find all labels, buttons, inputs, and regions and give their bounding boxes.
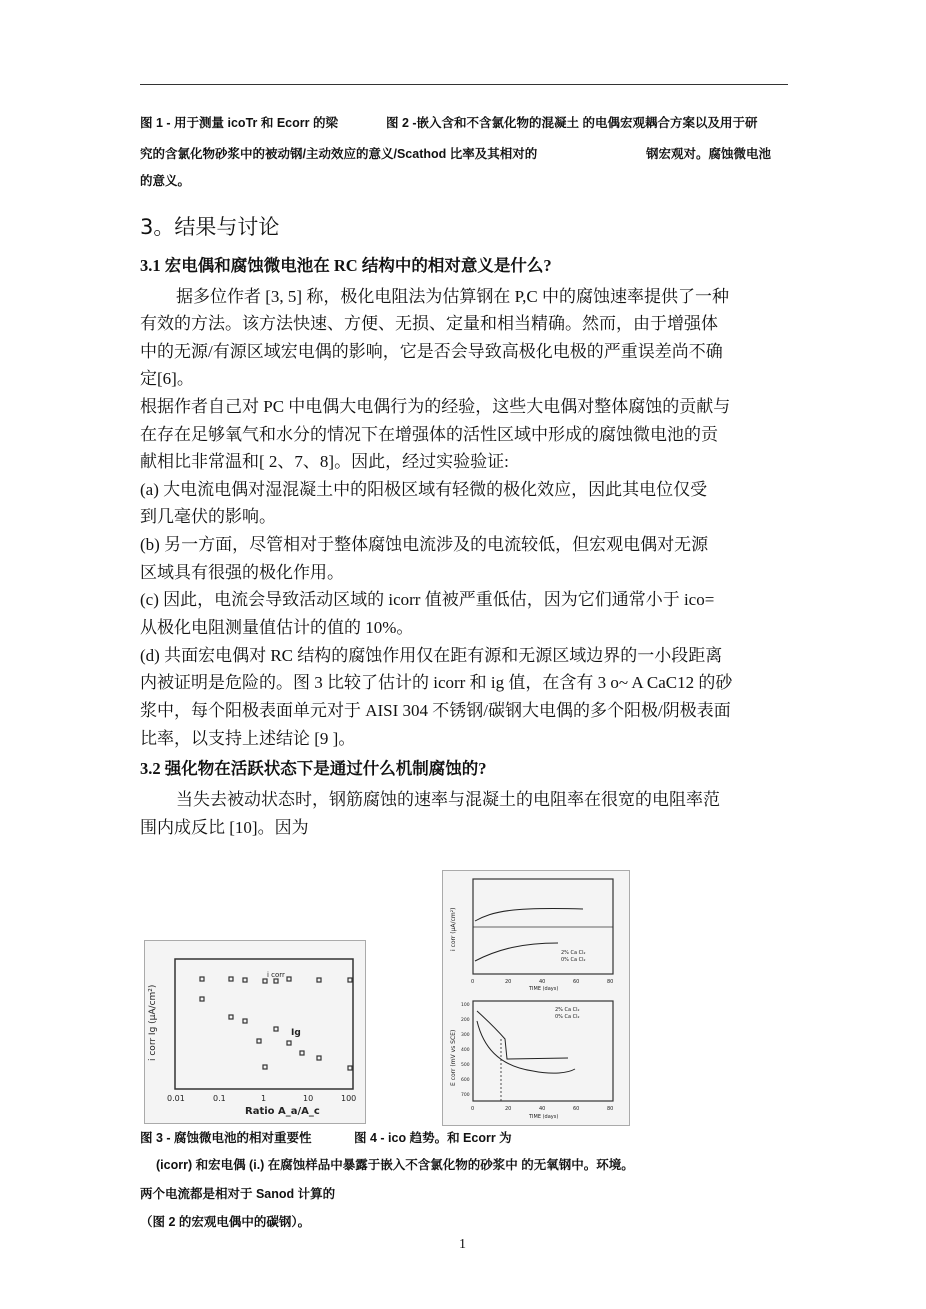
- figure-4: [442, 870, 630, 1126]
- para2-line2: 在存在足够氧气和水分的情况下在增强体的活性区域中形成的腐蚀微电池的贡: [140, 425, 718, 444]
- caption-bottom-line3: 两个电流都是相对于 Sanod 计算的: [140, 1187, 336, 1201]
- item-d-line1: (d) 共面宏电偶对 RC 结构的腐蚀作用仅在距有源和无源区域边界的一小段距离: [140, 646, 723, 665]
- fig4-legend1-bottom: 2% Ca Cl₂: [555, 1007, 580, 1013]
- header-rule: [140, 84, 788, 85]
- caption-bottom-line1a: 图 3 - 腐蚀微电池的相对重要性: [140, 1131, 312, 1145]
- item-b-line2: 区域具有很强的极化作用。: [140, 563, 344, 582]
- caption-bottom-line2: (icorr) 和宏电偶 (i.) 在腐蚀样品中暴露于嵌入不含氯化物的砂浆中 的无氧钢中。环境。: [156, 1158, 634, 1172]
- fig4-legend1-top: 2% Ca Cl₂: [561, 950, 586, 956]
- fig4-xtick-4-bottom: 80: [607, 1106, 614, 1112]
- fig4-xtick-1-bottom: 20: [505, 1106, 512, 1112]
- fig4-bottom-ylabel: E corr (mV vs SCE): [450, 1029, 457, 1086]
- fig4-xtick-0-top: 0: [471, 979, 475, 985]
- fig3-xtick-4: 100: [341, 1094, 357, 1103]
- fig3-xtick-3: 10: [303, 1094, 314, 1103]
- caption-top-line1a: 图 1 - 用于测量 icoTr 和 Ecorr 的梁: [140, 116, 338, 130]
- fig4-xtick-2-bottom: 40: [539, 1106, 546, 1112]
- fig3-label-icorr: i corr: [267, 971, 285, 979]
- caption-top-line3: 的意义。: [140, 174, 191, 188]
- fig3-ylabel: i corr Ig (μA/cm²): [148, 984, 158, 1061]
- page-number: 1: [459, 1237, 466, 1252]
- subsection-3-2-title: 3.2 强化物在活跃状态下是通过什么机制腐蚀的?: [140, 759, 487, 778]
- fig3-xtick-2: 1: [261, 1094, 267, 1103]
- item-b-line1: (b) 另一方面，尽管相对于整体腐蚀电流涉及的电流较低，但宏观电偶对无源: [140, 535, 709, 554]
- fig4-xtick-1-top: 20: [505, 979, 512, 985]
- caption-top-line1b: 图 2 -嵌入含和不含氯化物的混凝土 的电偶宏观耦合方案以及用于研: [386, 116, 758, 130]
- fig4-etick-3: 400: [461, 1048, 470, 1053]
- item-a-line1: (a) 大电流电偶对湿混凝土中的阳极区域有轻微的极化效应，因此其电位仅受: [140, 480, 708, 499]
- fig4-xlabel-top: TIME (days): [529, 986, 559, 992]
- para1-line1: 据多位作者 [3, 5] 称，极化电阻法为估算钢在 P,C 中的腐蚀速率提供了一种: [176, 287, 729, 306]
- subsection-3-1-title: 3.1 宏电偶和腐蚀微电池在 RC 结构中的相对意义是什么?: [140, 256, 552, 275]
- para3-line2: 围内成反比 [10]。因为: [140, 818, 309, 837]
- item-c-line2: 从极化电阻测量值估计的值的 10%。: [140, 618, 414, 637]
- fig4-legend2-bottom: 0% Ca Cl₂: [555, 1014, 580, 1020]
- fig4-legend2-top: 0% Ca Cl₂: [561, 957, 586, 963]
- fig3-points: [200, 977, 352, 1070]
- para1-line3: 中的无源/有源区域宏电偶的影响，它是否会导致高极化电极的严重误差尚不确: [140, 342, 723, 361]
- para3-line1: 当失去被动状态时，钢筋腐蚀的速率与混凝土的电阻率在很宽的电阻率范: [176, 790, 720, 809]
- item-a-line2: 到几毫伏的影响。: [140, 507, 276, 526]
- para1-line4: 定[6]。: [140, 369, 194, 388]
- fig4-xtick-0-bottom: 0: [471, 1106, 475, 1112]
- para2-line1: 根据作者自己对 PC 中电偶大电偶行为的经验，这些大电偶对整体腐蚀的贡献与: [140, 397, 731, 416]
- caption-bottom-line1b: 图 4 - ico 趋势。和 Ecorr 为: [354, 1131, 512, 1145]
- fig3-xtick-0: 0.01: [167, 1094, 185, 1103]
- fig4-etick-0: 100: [461, 1003, 470, 1008]
- fig4-top-ylabel: i corr (μA/cm²): [450, 907, 457, 951]
- item-c-line1: (c) 因此，电流会导致活动区域的 icorr 值被严重低估，因为它们通常小于 ico=: [140, 590, 715, 609]
- figure-3: [144, 940, 366, 1124]
- caption-top-line2a: 究的含氯化物砂浆中的被动钢/主动效应的意义/Scathod 比率及其相对的: [140, 147, 538, 161]
- item-d-line3: 浆中，每个阳极表面单元对于 AISI 304 不锈钢/碳钢大电偶的多个阳极/阴极表面: [140, 701, 731, 720]
- fig4-etick-1: 200: [461, 1018, 470, 1023]
- fig4-etick-6: 700: [461, 1093, 470, 1098]
- section-title: 3。结果与讨论: [140, 215, 280, 239]
- para2-line3: 献相比非常温和[ 2、7、8]。因此，经过实验验证:: [140, 452, 509, 471]
- fig4-etick-2: 300: [461, 1033, 470, 1038]
- item-d-line2: 内被证明是危险的。图 3 比较了估计的 icorr 和 ig 值，在含有 3 o~ A CaC12 的砂: [140, 673, 733, 692]
- fig4-etick-4: 500: [461, 1063, 470, 1068]
- fig4-xlabel-bottom: TIME (days): [529, 1114, 559, 1120]
- fig4-xtick-4-top: 80: [607, 979, 614, 985]
- fig3-xtick-1: 0.1: [213, 1094, 226, 1103]
- fig4-xtick-3-bottom: 60: [573, 1106, 580, 1112]
- caption-bottom-line4: （图 2 的宏观电偶中的碳钢）。: [140, 1215, 311, 1229]
- fig4-xtick-2-top: 40: [539, 979, 546, 985]
- para1-line2: 有效的方法。该方法快速、方便、无损、定量和相当精确。然而，由于增强体: [140, 314, 718, 333]
- caption-top-line2b: 钢宏观对。腐蚀微电池: [646, 147, 772, 161]
- fig4-xtick-3-top: 60: [573, 979, 580, 985]
- fig3-label-ig: Ig: [291, 1028, 301, 1038]
- fig3-xlabel: Ratio A_a/A_c: [245, 1106, 320, 1117]
- fig4-etick-5: 600: [461, 1078, 470, 1083]
- item-d-line4: 比率，以支持上述结论 [9 ]。: [140, 729, 356, 748]
